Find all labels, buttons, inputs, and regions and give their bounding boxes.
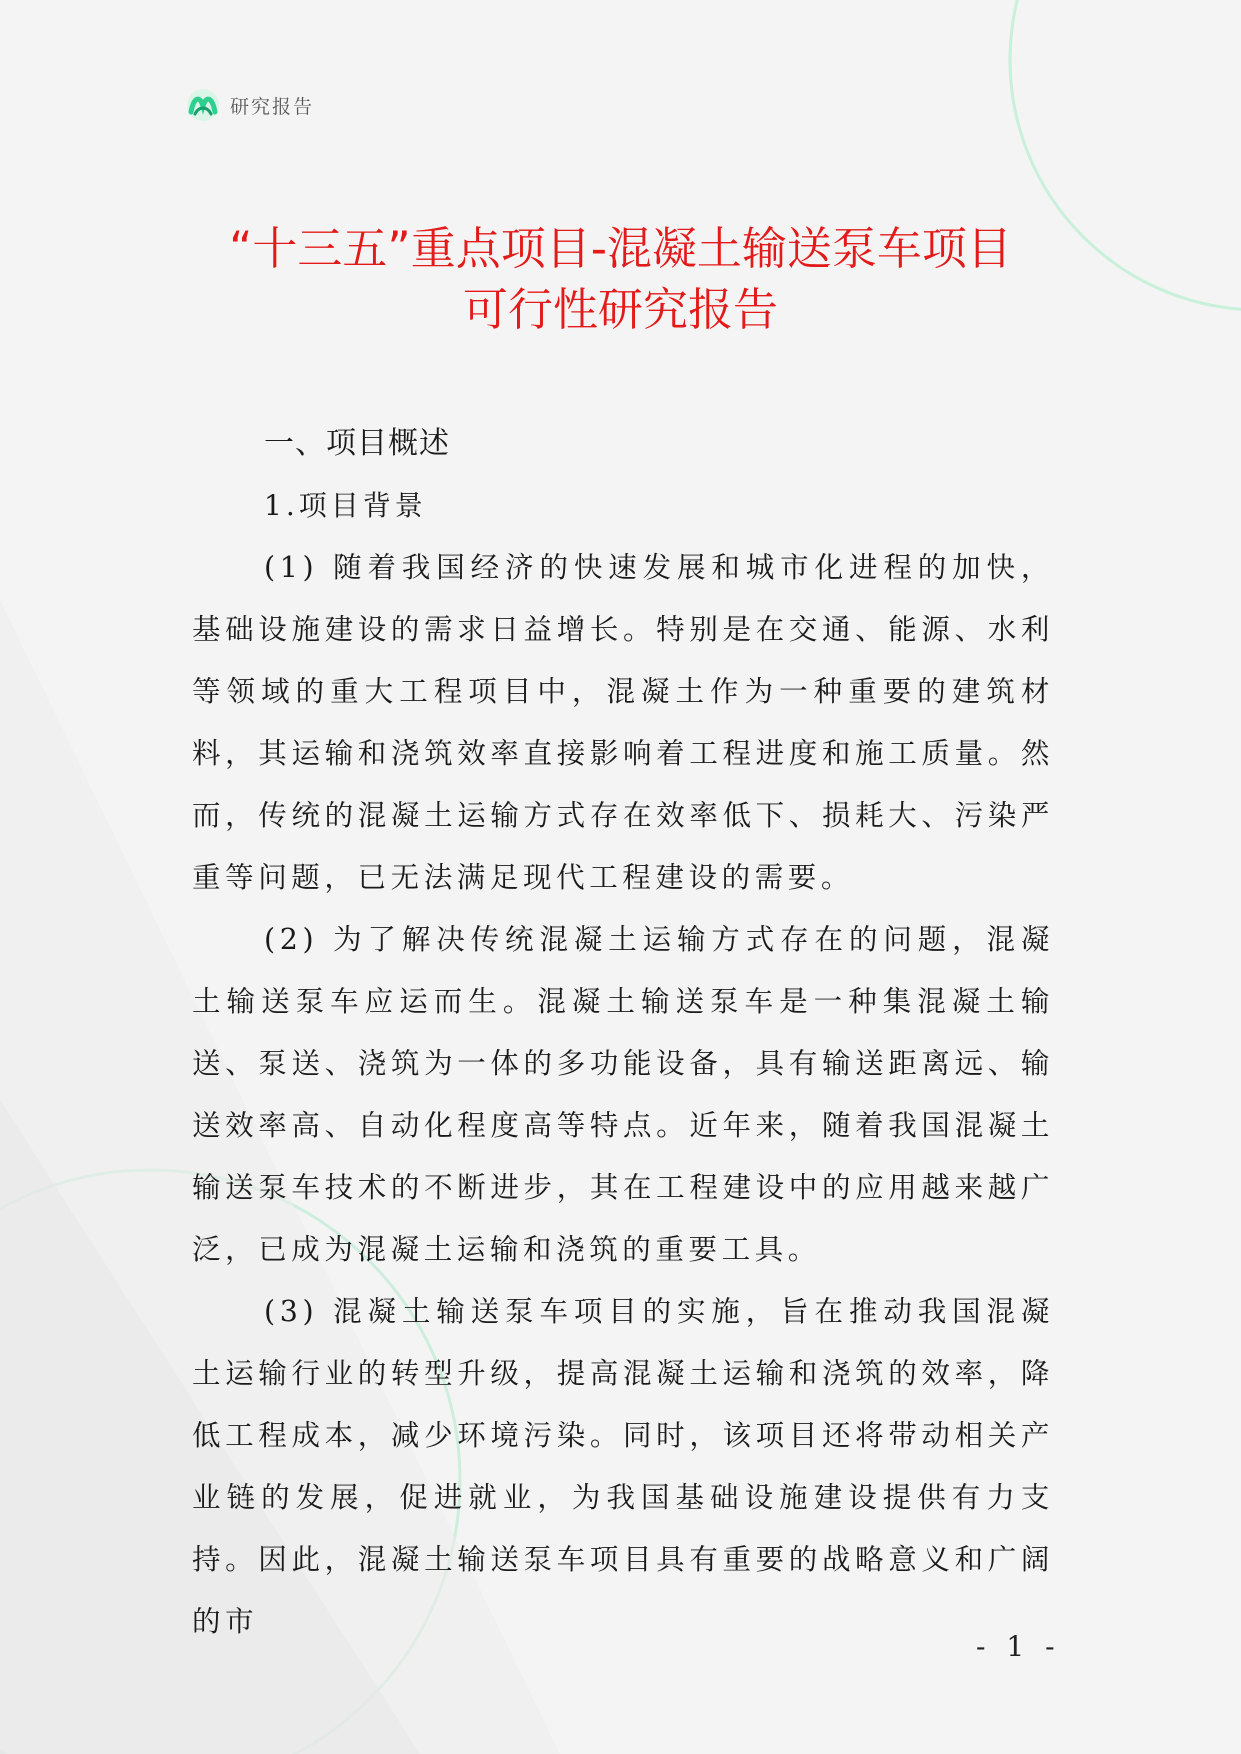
- document-title: [150, 218, 1091, 340]
- header-label: 研究报告: [230, 95, 315, 118]
- section-heading: 一、项目概述: [264, 426, 450, 461]
- body-paragraph: (1) 随着我国经济的快速发展和城市化进程的加快，基础设施建设的需求日益增长。特别是在交通、能源、水利等领域的重大工程项目中，混凝土作为一种重要的建筑材料，其运输和浇筑效率直接影响着工程进度和施工质量。然而，传统的混凝土运输方式存在效率低下、损耗大、污染严重等问题，已无法满足现代工程建设的需要。: [192, 551, 1054, 894]
- subsection-heading: 1.项目背景: [264, 489, 427, 522]
- report-logo-icon: [186, 88, 220, 122]
- title-line: “十三五”重点项目-混凝土输送泵车项目: [229, 222, 1012, 275]
- body-paragraph: (2) 为了解决传统混凝土运输方式存在的问题，混凝土输送泵车应运而生。混凝土输送泵车是一种集混凝土输送、泵送、浇筑为一体的多功能设备，具有输送距离远、输送效率高、自动化程度高等特点。近年来，随着我国混凝土输送泵车技术的不断进步，其在工程建设中的应用越来越广泛，已成为混凝土运输和浇筑的重要工具。: [192, 923, 1054, 1266]
- document-body: [192, 413, 1054, 1653]
- report-header: [186, 88, 314, 122]
- page-number: - 1 -: [976, 1630, 1061, 1663]
- title-line: 可行性研究报告: [462, 283, 778, 336]
- body-paragraph: (3) 混凝土输送泵车项目的实施，旨在推动我国混凝土运输行业的转型升级，提高混凝土运输和浇筑的效率，降低工程成本，减少环境污染。同时，该项目还将带动相关产业链的发展，促进就业，为我国基础设施建设提供有力支持。因此，混凝土输送泵车项目具有重要的战略意义和广阔的市: [192, 1295, 1054, 1638]
